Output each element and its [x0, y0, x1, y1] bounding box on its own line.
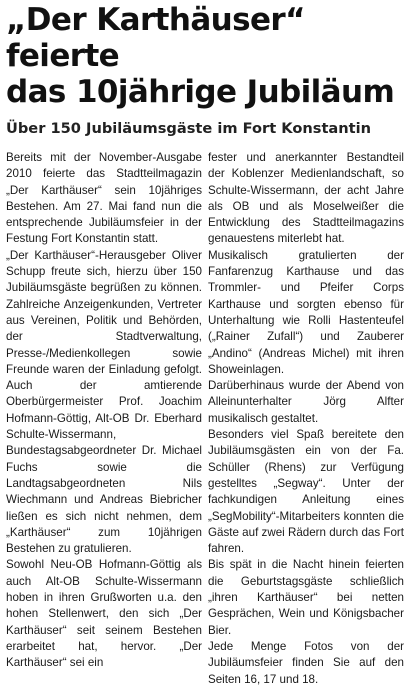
- paragraph: Sowohl Neu-OB Hofmann-Göttig als auch Alt-OB Schulte-Wissermann hoben in ihren Grußworten u.a. den hohen Stellenwert, den sich „Der Karthäuser“ seit seinem Bestehen erarbeitet hat, hervor. „Der Karthäuser“ sei ein: [6, 558, 202, 670]
- article-subheadline: Über 150 Jubiläumsgäste im Fort Konstantin: [6, 120, 372, 137]
- paragraph: Besonders viel Spaß bereitete den Jubiläumsgästen ein von der Fa. Schüller (Rhens) zur Verfügung gestelltes „Segway“. Unter der fachkundigen Anleitung eines „SegMobility“-Mitarbeiters konnten die Gäste auf zwei Rädern durch das Fort fahren.: [208, 428, 404, 556]
- paragraph: Jede Menge Fotos von der Jubiläumsfeier finden Sie auf den Seiten 16, 17 und 18.: [208, 639, 404, 686]
- headline-line-2: das 10jährige Jubiläum: [6, 74, 395, 110]
- paragraph: „Der Karthäuser“-Herausgeber Oliver Schupp freute sich, hierzu über 150 Jubiläumsgäste begrüßen zu können. Zahlreiche Anzeigenkunden, Vertreter aus Vereinen, Politik und Behörden, der Stadtverwaltung, Presse-/Medienkollegen sowie Freunde waren der Einladung gefolgt. Auch der amtierende Oberbürgermeister Prof. Joachim Hofmann-Göttig, Alt-OB Dr. Eberhard Schulte-Wissermann, Bundestagsabgeordneter Dr. Michael Fuchs sowie die Landtagsabgeordneten Nils Wiechmann und Andreas Biebricher ließen es sich nicht nehmen, dem „Karthäuser“ zum 10jährigen Bestehen zu gratulieren.: [6, 248, 202, 556]
- paragraph: Darüberhinaus wurde der Abend von Alleinunterhalter Jörg Alfter musikalisch gestaltet.: [208, 379, 404, 425]
- paragraph: Bis spät in die Nacht hinein feierten die Geburtstagsgäste schließlich „ihren Karthäuser“ bei netten Gesprächen, Wein und Königsbacher Bier.: [208, 558, 404, 637]
- paragraph: Musikalisch gratulierten der Fanfarenzug Karthause und das Trommler- und Pfeifer Corps Karthause und sorgten ebenso für Unterhaltung wie Rolli Hastenteufel („Rainer Zufall“) und Zauberer „Andino“ (Andreas Michel) mit ihren Showeinlagen.: [208, 248, 404, 376]
- column-right: [208, 150, 404, 688]
- column-left: [6, 150, 202, 688]
- headline-line-1: „Der Karthäuser“ feierte: [6, 2, 305, 74]
- paragraph: fester und anerkannter Bestandteil der Koblenzer Medienlandschaft, so Schulte-Wissermann, der acht Jahre als OB und als Moselweißer die Entwicklung des Stadtteilmagazins genauestens miterlebt hat.: [208, 151, 404, 246]
- article-body: [6, 150, 404, 688]
- paragraph: Bereits mit der November-Ausgabe 2010 feierte das Stadtteilmagazin „Der Karthäuser“ sein 10jähriges Bestehen. Am 27. Mai fand nun die entsprechende Jubiläumsfeier in der Festung Fort Konstantin statt.: [6, 151, 202, 246]
- article-headline: [6, 0, 404, 110]
